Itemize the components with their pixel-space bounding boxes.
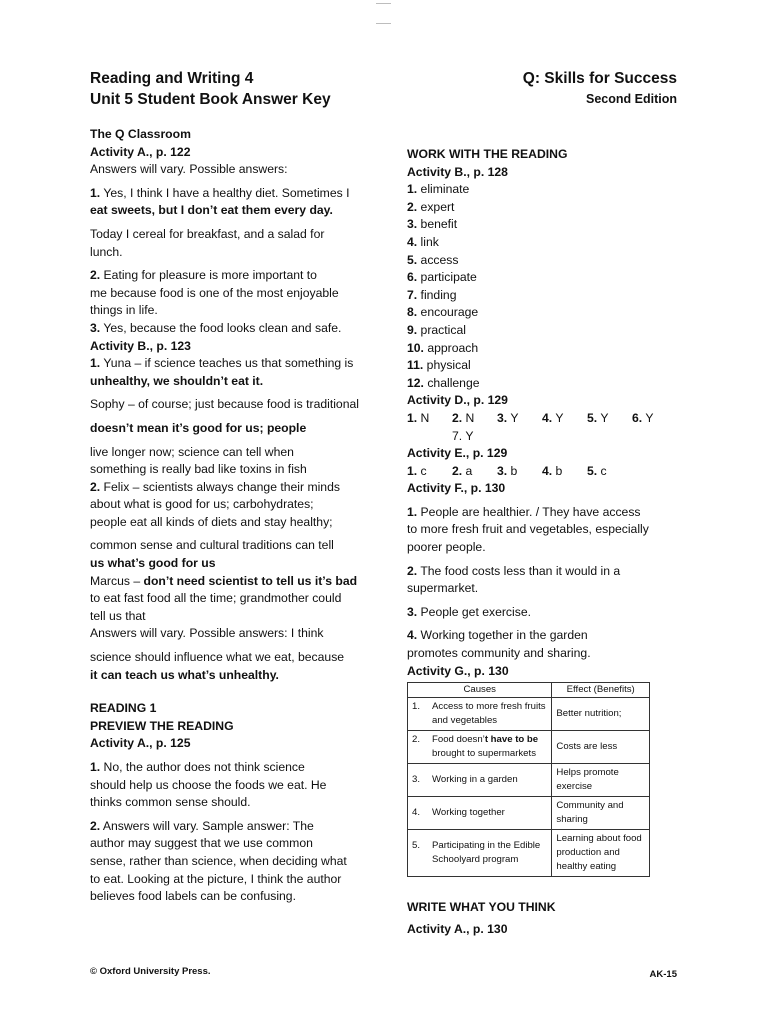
answer-line	[407, 287, 679, 305]
answer-number: 5.	[587, 463, 598, 478]
text-run: author may suggest that we use common	[90, 836, 313, 851]
answer-line	[90, 373, 368, 391]
text-run: 8.	[407, 305, 418, 320]
answer-line	[90, 667, 368, 685]
text-run: things in life.	[90, 303, 158, 318]
title-line-1: Reading and Writing 4	[90, 70, 254, 87]
row-number: 3.	[412, 774, 421, 786]
text-run: People are healthier. / They have access	[417, 504, 641, 519]
section-heading: WRITE WHAT YOU THINK	[407, 900, 556, 915]
activity-f-answers	[407, 480, 679, 680]
text-run: about what is good for us; carbohydrates;	[90, 497, 314, 512]
section-heading: Activity B., p. 128	[407, 164, 508, 179]
answer-item: 7. Y	[452, 428, 474, 443]
answer-number: 6.	[632, 410, 643, 425]
answer-line	[407, 322, 679, 340]
answer-line	[90, 853, 368, 871]
table-row	[408, 764, 650, 797]
answer-line	[90, 444, 368, 462]
answer-line	[90, 244, 368, 262]
page-top-marks	[376, 3, 391, 43]
answer-line	[407, 627, 679, 645]
brand-title: Q: Skills for Success	[522, 70, 677, 87]
text-run: 1.	[90, 185, 101, 200]
table-row	[408, 731, 650, 764]
effect-cell: Learning about food production and healthy eating	[552, 830, 650, 877]
text-run: brought to supermarkets	[432, 748, 536, 760]
text-run: Marcus –	[90, 573, 144, 588]
section-heading: PREVIEW THE READING	[90, 718, 234, 733]
text-run: don’t need scientist to tell us it’s bad	[143, 573, 358, 588]
text-run: expert	[417, 199, 455, 214]
answer-line	[407, 269, 679, 287]
table-row	[408, 698, 650, 731]
text-run: 5.	[407, 252, 418, 267]
text-run: Answers will vary. Possible answers: I think	[90, 626, 324, 641]
section-heading: Activity A., p. 130	[407, 921, 508, 936]
answer-line	[90, 302, 368, 320]
answer-number: 4.	[542, 410, 553, 425]
text-run: 9.	[407, 322, 418, 337]
activity-b-answers	[407, 146, 679, 392]
answer-line	[90, 794, 368, 812]
answer-line	[407, 539, 679, 557]
answer-item	[587, 463, 632, 481]
answer-value: N	[462, 410, 475, 425]
table-header-row	[408, 683, 650, 698]
text-run: 1.	[407, 182, 418, 197]
answer-line	[407, 504, 679, 522]
text-run: Working together	[432, 807, 505, 819]
cause-content	[412, 773, 547, 787]
text-run: 3.	[90, 320, 101, 335]
answer-value: b	[552, 463, 563, 478]
text-run: 1.	[90, 760, 101, 774]
section-heading: READING 1	[90, 701, 157, 716]
answer-line	[90, 320, 368, 338]
page-number: AK-15	[649, 969, 677, 980]
text-run: t have to be	[484, 734, 539, 746]
effect-cell: Costs are less	[552, 731, 650, 764]
text-run: Sophy – of course; just because food is traditional	[90, 397, 359, 412]
text-run: it can teach us what’s unhealthy.	[90, 667, 279, 682]
text-run: eliminate	[417, 182, 470, 197]
cause-cell	[408, 764, 552, 797]
answer-line	[407, 340, 679, 358]
cause-cell	[408, 731, 552, 764]
text-run: Yes, I think I have a healthy diet. Sometimes I	[100, 185, 350, 200]
answer-number: 4.	[542, 463, 553, 478]
answer-line	[407, 216, 679, 234]
effect-cell: Helps promote exercise	[552, 764, 650, 797]
answer-line	[90, 573, 368, 591]
answer-item	[497, 410, 542, 428]
effect-cell: Better nutrition;	[552, 698, 650, 731]
edition-label: Second Edition	[586, 92, 677, 106]
text-run: 3.	[407, 604, 418, 619]
text-run: 7.	[407, 287, 418, 302]
row-number: 2.	[412, 734, 421, 746]
text-run: benefit	[417, 217, 458, 232]
text-run: 2.	[90, 479, 101, 494]
cause-text	[432, 700, 547, 728]
copyright-notice: © Oxford University Press.	[90, 966, 211, 977]
section-heading: WORK WITH THE READING	[407, 147, 568, 161]
text-run: common sense and cultural traditions can tell	[90, 538, 334, 553]
answer-line	[90, 835, 368, 853]
text-run: access	[417, 252, 459, 267]
cause-content	[412, 839, 547, 867]
answer-item	[542, 410, 587, 428]
answer-number: 3.	[497, 463, 508, 478]
left-column	[90, 126, 368, 906]
answer-line	[90, 777, 368, 795]
section-heading: Activity D., p. 129	[407, 393, 508, 408]
answer-line	[90, 420, 368, 438]
text-run: 3.	[407, 217, 418, 232]
cause-cell	[408, 830, 552, 877]
text-run: 6.	[407, 270, 418, 285]
section-heading: Activity A., p. 122	[90, 144, 191, 159]
text-run: encourage	[417, 305, 479, 320]
text-run: supermarket.	[407, 581, 479, 596]
text-run: 4.	[407, 628, 418, 643]
text-run: eat sweets, but I don’t eat them every day.	[90, 203, 333, 218]
document-title	[90, 68, 331, 110]
text-run: Today I cereal for breakfast, and a salad for	[90, 226, 325, 241]
answer-item	[587, 410, 632, 428]
answer-line	[90, 871, 368, 889]
answer-line	[407, 199, 679, 217]
answer-line	[407, 521, 679, 539]
column-header-causes: Causes	[408, 683, 552, 698]
text-run: approach	[423, 340, 479, 355]
answer-item	[407, 463, 452, 481]
answer-line	[90, 461, 368, 479]
answer-number: 2.	[452, 410, 463, 425]
answer-line	[407, 234, 679, 252]
cause-text	[432, 773, 518, 787]
text-run: The food costs less than it would in a	[417, 563, 621, 578]
text-run: 2.	[90, 268, 101, 283]
answer-number: 2.	[452, 463, 463, 478]
answer-line	[90, 759, 368, 777]
table-body	[408, 698, 650, 877]
cause-effect-table	[407, 682, 650, 877]
answer-value: b	[507, 463, 518, 478]
effect-cell: Community and sharing	[552, 797, 650, 830]
cause-content	[412, 700, 547, 728]
answer-value: N	[417, 410, 430, 425]
answer-row	[407, 410, 679, 428]
text-run: participate	[417, 270, 477, 285]
text-run: science should influence what we eat, because	[90, 650, 345, 665]
answer-line	[407, 252, 679, 270]
answer-line	[90, 608, 368, 626]
table-row	[408, 830, 650, 877]
answer-line	[90, 818, 368, 836]
row-number: 4.	[412, 807, 421, 819]
text-run: sense, rather than science, when deciding what	[90, 853, 347, 868]
activity-e	[407, 445, 679, 480]
text-run: promotes community and sharing.	[407, 646, 591, 661]
cause-text	[432, 733, 547, 761]
answer-line	[407, 375, 679, 393]
answer-line	[90, 267, 368, 285]
text-run: finding	[417, 287, 457, 302]
text-run: Working together in the garden	[417, 628, 588, 643]
text-run: Participating in the Edible Schoolyard program	[432, 840, 541, 866]
text-run: Working in a garden	[432, 774, 518, 786]
column-header-effect: Effect (Benefits)	[552, 683, 650, 698]
text-run: 2.	[407, 563, 418, 578]
divider	[376, 3, 391, 4]
answer-value: Y	[642, 410, 654, 425]
brand-block	[523, 68, 677, 110]
text-run: challenge	[423, 375, 480, 390]
title-line-2: Unit 5 Student Book Answer Key	[90, 91, 331, 108]
text-run: us what’s good for us	[90, 556, 216, 571]
answer-value: Y	[507, 410, 519, 425]
text-run: 12.	[407, 375, 424, 390]
answer-item	[497, 463, 542, 481]
answer-line	[90, 514, 368, 532]
answer-line	[407, 563, 679, 581]
answer-row	[407, 463, 679, 481]
answer-line	[90, 396, 368, 414]
text-run: Answers will vary. Sample answer: The	[100, 818, 314, 833]
answer-value: a	[462, 463, 473, 478]
answer-number: 1.	[407, 410, 418, 425]
answer-line	[90, 537, 368, 555]
answer-line	[407, 604, 679, 622]
text-run: 1.	[90, 356, 101, 371]
answer-item	[452, 463, 497, 481]
text-run: 11.	[407, 358, 424, 373]
text-run: 10.	[407, 340, 424, 355]
row-number: 1.	[412, 701, 421, 713]
section-heading: Activity E., p. 129	[407, 446, 508, 461]
activity-d	[407, 392, 679, 445]
answer-line	[407, 304, 679, 322]
cause-content	[412, 806, 547, 820]
cause-content	[412, 733, 547, 761]
section-heading: Activity G., p. 130	[407, 663, 509, 678]
answer-line	[407, 357, 679, 375]
answer-line	[90, 479, 368, 497]
text-run: Access to more fresh fruits and vegetables	[432, 701, 546, 727]
text-run: to more fresh fruit and vegetables, especially	[407, 522, 649, 537]
text-run: Felix – scientists always change their minds	[100, 479, 340, 494]
text-run: 2.	[90, 818, 101, 833]
text-run: link	[417, 234, 439, 249]
text-run: practical	[417, 322, 466, 337]
answer-line	[90, 226, 368, 244]
text-run: me because food is one of the most enjoyable	[90, 285, 339, 300]
text-run: Answers will vary. Possible answers:	[90, 162, 288, 177]
text-run: believes food labels can be confusing.	[90, 889, 296, 904]
section-heading: Activity F., p. 130	[407, 481, 506, 496]
text-run: to eat. Looking at the picture, I think the author	[90, 871, 342, 886]
answer-item	[407, 410, 452, 428]
text-run: 4.	[407, 234, 418, 249]
section-heading: Activity B., p. 123	[90, 338, 191, 353]
answer-item	[632, 410, 677, 428]
cause-cell	[408, 698, 552, 731]
answer-line	[90, 285, 368, 303]
text-run: People get exercise.	[417, 604, 531, 619]
answer-line	[407, 181, 679, 199]
answer-line	[407, 645, 679, 663]
answer-line	[90, 496, 368, 514]
answer-line	[90, 625, 368, 643]
answer-value: Y	[597, 410, 609, 425]
answer-number: 5.	[587, 410, 598, 425]
answer-number: 3.	[497, 410, 508, 425]
right-column	[407, 146, 679, 938]
text-run: to eat fast food all the time; grandmother could	[90, 591, 342, 606]
cause-text	[432, 839, 547, 867]
answer-line	[90, 888, 368, 906]
answer-value: c	[417, 463, 427, 478]
text-run: tell us that	[90, 608, 146, 623]
text-run: No, the author does not think science	[100, 760, 305, 774]
answer-line	[90, 185, 368, 203]
text-run: physical	[423, 358, 471, 373]
answer-value: c	[597, 463, 607, 478]
text-run: 1.	[407, 504, 418, 519]
text-run: live longer now; science can tell when	[90, 444, 294, 459]
text-run: lunch.	[90, 244, 123, 259]
answer-item	[542, 463, 587, 481]
text-run: Food doesn’	[432, 734, 485, 746]
answer-item	[452, 410, 497, 428]
text-run: 2.	[407, 199, 418, 214]
text-run: Yes, because the food looks clean and safe.	[100, 320, 342, 335]
answer-number: 1.	[407, 463, 418, 478]
text-run: Yuna – if science teaches us that something is	[100, 356, 354, 371]
text-run: unhealthy, we shouldn’t eat it.	[90, 373, 264, 388]
answer-line	[90, 161, 368, 179]
answer-line	[90, 555, 368, 573]
row-number: 5.	[412, 840, 421, 852]
cause-cell	[408, 797, 552, 830]
answer-value: Y	[552, 410, 564, 425]
text-run: doesn’t mean it’s good for us; people	[90, 420, 307, 435]
answer-line	[407, 580, 679, 598]
text-run: people eat all kinds of diets and stay healthy;	[90, 514, 333, 529]
section-heading: The Q Classroom	[90, 127, 191, 141]
answer-line	[90, 355, 368, 373]
answer-line	[90, 649, 368, 667]
divider	[376, 23, 391, 24]
text-run: Eating for pleasure is more important to	[100, 268, 317, 283]
section-heading: Activity A., p. 125	[90, 736, 191, 751]
table-row	[408, 797, 650, 830]
answer-line	[90, 590, 368, 608]
text-run: thinks common sense should.	[90, 795, 251, 810]
text-run: something is really bad like toxins in fish	[90, 462, 307, 477]
text-run: should help us choose the foods we eat. He	[90, 777, 327, 792]
answer-line	[90, 202, 368, 220]
text-run: poorer people.	[407, 540, 486, 555]
cause-text	[432, 806, 505, 820]
